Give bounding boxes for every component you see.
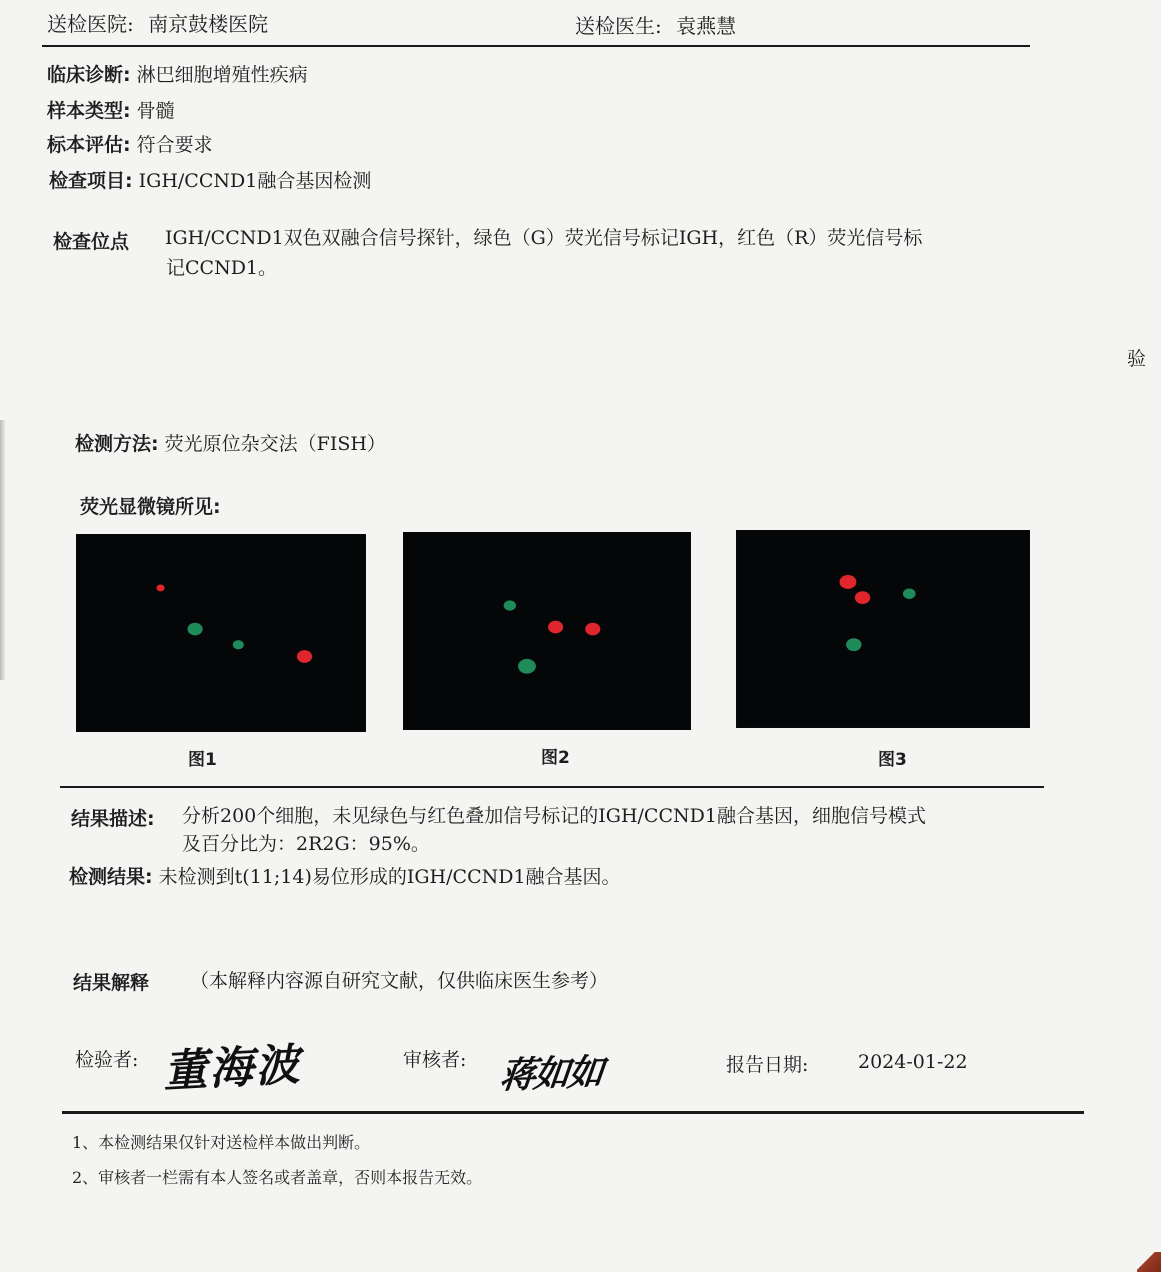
- sample-label: 样本类型:: [47, 100, 131, 122]
- diagnosis-value: 淋巴细胞增殖性疾病: [136, 64, 308, 86]
- results-rule: [60, 786, 1044, 788]
- test-result-row: [69, 862, 621, 889]
- result-desc-line2: 及百分比为：2R2G：95%。: [182, 833, 430, 855]
- test-result-value: 未检测到t(11;14)易位形成的IGH/CCND1融合基因。: [158, 866, 621, 888]
- assessment-label: 标本评估:: [47, 134, 131, 156]
- figure-caption-1: 图1: [188, 750, 217, 770]
- figure-caption-2: 图2: [541, 748, 570, 768]
- footnote-1: 1、本检测结果仅针对送检样本做出判断。: [72, 1133, 371, 1152]
- red-signal-4: [297, 650, 312, 663]
- green-signal-3: [903, 588, 916, 599]
- tester-signature: 董海波: [161, 1039, 303, 1098]
- green-signal-1: [504, 600, 516, 610]
- page-corner-mark: [1137, 1252, 1161, 1272]
- green-signal-4: [518, 659, 536, 674]
- red-signal-2: [548, 621, 563, 634]
- report-date-value: 2024-01-22: [858, 1051, 968, 1073]
- sample-row: [47, 96, 175, 123]
- sample-value: 骨髓: [136, 100, 175, 122]
- fish-image-2-signals: [404, 533, 690, 729]
- site-text-line2: 记CCND1。: [166, 257, 278, 279]
- green-signal-4: [846, 638, 861, 651]
- test-result-label: 检测结果:: [69, 866, 153, 888]
- fish-image-3-signals: [737, 531, 1029, 727]
- reviewer-signature: 蒋如如: [497, 1051, 604, 1097]
- doctor-name: 袁燕慧: [676, 14, 737, 38]
- hospital-line: [47, 8, 268, 37]
- red-signal-2: [855, 591, 870, 604]
- test-item-value: IGH/CCND1融合基因检测: [138, 170, 372, 192]
- doctor-line: [575, 10, 736, 39]
- reviewer-label: 审核者:: [403, 1049, 467, 1071]
- fish-image-1: [77, 535, 365, 731]
- header-rule: [42, 45, 1030, 47]
- diagnosis-label: 临床诊断:: [47, 64, 131, 86]
- method-label: 检测方法:: [75, 433, 159, 455]
- green-signal-2: [187, 623, 202, 636]
- microscopy-heading: 荧光显微镜所见:: [80, 496, 221, 518]
- test-item-row: [49, 166, 371, 193]
- red-signal-1: [156, 584, 164, 591]
- figure-caption-3: 图3: [878, 750, 907, 770]
- interpretation-label: 结果解释: [73, 972, 150, 994]
- footnote-2: 2、审核者一栏需有本人签名或者盖章，否则本报告无效。: [72, 1168, 483, 1187]
- green-signal-3: [233, 640, 244, 649]
- fish-image-2: [404, 533, 690, 729]
- assessment-value: 符合要求: [136, 134, 213, 156]
- doctor-label: 送检医生:: [575, 14, 662, 38]
- fish-image-1-signals: [77, 535, 365, 731]
- margin-character: 验: [1127, 348, 1147, 370]
- hospital-label: 送检医院:: [47, 12, 134, 36]
- result-desc-label: 结果描述:: [71, 808, 155, 830]
- fish-image-3: [737, 531, 1029, 727]
- test-item-label: 检查项目:: [49, 170, 133, 192]
- site-label: 检查位点: [53, 231, 130, 253]
- assessment-row: [47, 130, 213, 157]
- report-date-label: 报告日期:: [726, 1054, 809, 1076]
- method-value: 荧光原位杂交法（FISH）: [164, 433, 386, 455]
- result-desc-line1: 分析200个细胞，未见绿色与红色叠加信号标记的IGH/CCND1融合基因，细胞信号模式: [182, 805, 926, 827]
- footer-rule: [62, 1111, 1084, 1114]
- site-text-line1: IGH/CCND1双色双融合信号探针，绿色（G）荧光信号标记IGH，红色（R）荧光信号标: [165, 227, 923, 249]
- red-signal-1: [840, 575, 857, 589]
- method-row: [75, 429, 386, 456]
- red-signal-3: [585, 623, 600, 636]
- tester-label: 检验者:: [75, 1049, 139, 1071]
- hospital-name: 南京鼓楼医院: [148, 12, 269, 36]
- page-shadow-edge: [0, 420, 6, 680]
- diagnosis-row: [47, 60, 308, 87]
- interpretation-note: （本解释内容源自研究文献，仅供临床医生参考）: [190, 970, 609, 992]
